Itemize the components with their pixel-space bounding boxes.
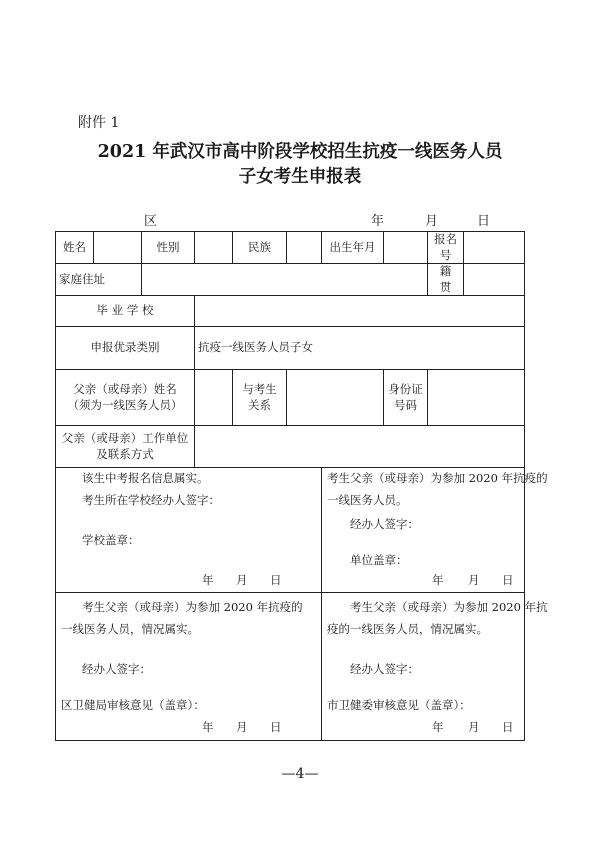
native-place-field[interactable] <box>464 264 525 296</box>
basic-info-row <box>56 232 525 264</box>
parent-work-row <box>56 426 525 468</box>
unit-approval-cell[interactable] <box>322 468 548 593</box>
district-date-year: 年 <box>202 720 214 735</box>
school-unit-approval-row <box>56 468 525 593</box>
name-field[interactable] <box>94 232 142 264</box>
birth-date-label: 出生年月 <box>322 232 384 264</box>
id-number-label <box>384 370 428 426</box>
relation-field[interactable] <box>287 370 384 426</box>
unit-approval-text-1: 考生父亲（或母亲）为参加 2020 年抗疫的 <box>327 471 548 486</box>
district-approval-text-2: 一线医务人员，情况属实。 <box>61 622 199 637</box>
school-approval-text-1: 该生中考报名信息属实。 <box>82 471 209 486</box>
school-date-day: 日 <box>270 573 282 588</box>
parent-work-label-line2: 及联系方式 <box>96 446 154 461</box>
category-row <box>56 327 525 370</box>
unit-seal-label: 单位盖章： <box>350 553 408 568</box>
unit-date-day: 日 <box>502 573 514 588</box>
city-date-month: 月 <box>468 720 480 735</box>
address-row <box>56 264 525 296</box>
school-row <box>56 296 525 327</box>
school-date-month: 月 <box>236 573 248 588</box>
native-place-label: 籍 贯 <box>428 264 464 296</box>
application-form-table <box>55 231 548 741</box>
parent-name-label <box>56 370 195 426</box>
ethnicity-field[interactable] <box>287 232 322 264</box>
health-bureau-approval-row <box>56 593 525 741</box>
date-year-label: 年 <box>371 214 385 229</box>
city-opinion-label: 市卫健委审核意见（盖章）： <box>327 698 471 713</box>
school-approval-cell[interactable] <box>56 468 322 593</box>
home-address-field[interactable] <box>142 264 428 296</box>
parent-row <box>56 370 525 426</box>
document-title-line1: 2021 年武汉市高中阶段学校招生抗疫一线医务人员 <box>97 142 503 162</box>
relation-label-line2: 关系 <box>248 397 271 412</box>
gender-label: 性别 <box>142 232 195 264</box>
id-number-label-line2: 号码 <box>394 397 417 412</box>
city-date-day: 日 <box>502 720 514 735</box>
date-month-label: 月 <box>425 214 439 229</box>
id-number-label-line1: 身份证 <box>388 382 423 397</box>
home-address-label: 家庭住址 <box>56 264 142 296</box>
birth-date-field[interactable] <box>384 232 428 264</box>
parent-name-label-line1: 父亲（或母亲）姓名 <box>73 382 177 397</box>
date-day-label: 日 <box>477 214 491 229</box>
name-label: 姓名 <box>56 232 94 264</box>
page-number: —4— <box>281 766 319 782</box>
school-seal-label: 学校盖章： <box>82 533 140 548</box>
unit-approval-text-2: 一线医务人员。 <box>327 493 408 508</box>
unit-date-month: 月 <box>468 573 480 588</box>
graduation-school-label: 毕 业 学 校 <box>56 296 195 327</box>
district-opinion-label: 区卫健局审核意见（盖章）： <box>61 698 205 713</box>
district-health-approval-cell[interactable] <box>56 593 322 741</box>
city-signer-label: 经办人签字： <box>350 662 419 677</box>
attachment-label: 附件 1 <box>78 115 120 131</box>
parent-name-label-line2: （须为一线医务人员） <box>67 397 183 412</box>
city-approval-text-2: 疫的一线医务人员，情况属实。 <box>327 622 488 637</box>
admission-category-label: 申报优录类别 <box>56 327 195 370</box>
parent-work-field[interactable] <box>195 426 525 468</box>
relation-label <box>233 370 287 426</box>
unit-date-year: 年 <box>432 573 444 588</box>
district-signer-label: 经办人签字： <box>82 662 151 677</box>
gender-field[interactable] <box>195 232 233 264</box>
district-approval-text-1: 考生父亲（或母亲）为参加 2020 年抗疫的 <box>82 600 303 615</box>
district-label: 区 <box>144 214 158 229</box>
graduation-school-field[interactable] <box>195 296 525 327</box>
district-date-month: 月 <box>236 720 248 735</box>
registration-number-label: 报名号 <box>428 232 464 264</box>
city-approval-text-1: 考生父亲（或母亲）为参加 2020 年抗 <box>350 600 548 615</box>
school-approval-text-2: 考生所在学校经办人签字： <box>82 493 220 508</box>
school-date-year: 年 <box>202 573 214 588</box>
parent-name-field[interactable] <box>195 370 233 426</box>
city-health-approval-cell[interactable] <box>322 593 548 741</box>
document-title-line2: 子女考生申报表 <box>238 167 362 187</box>
admission-category-value: 抗疫一线医务人员子女 <box>195 327 525 370</box>
city-date-year: 年 <box>432 720 444 735</box>
ethnicity-label: 民族 <box>233 232 287 264</box>
id-number-field[interactable] <box>428 370 525 426</box>
parent-work-label-line1: 父亲（或母亲）工作单位 <box>61 431 189 446</box>
registration-number-field[interactable] <box>464 232 525 264</box>
parent-work-label <box>56 426 195 468</box>
unit-signer-label: 经办人签字： <box>350 517 419 532</box>
district-date-day: 日 <box>270 720 282 735</box>
relation-label-line1: 与考生 <box>242 382 277 397</box>
